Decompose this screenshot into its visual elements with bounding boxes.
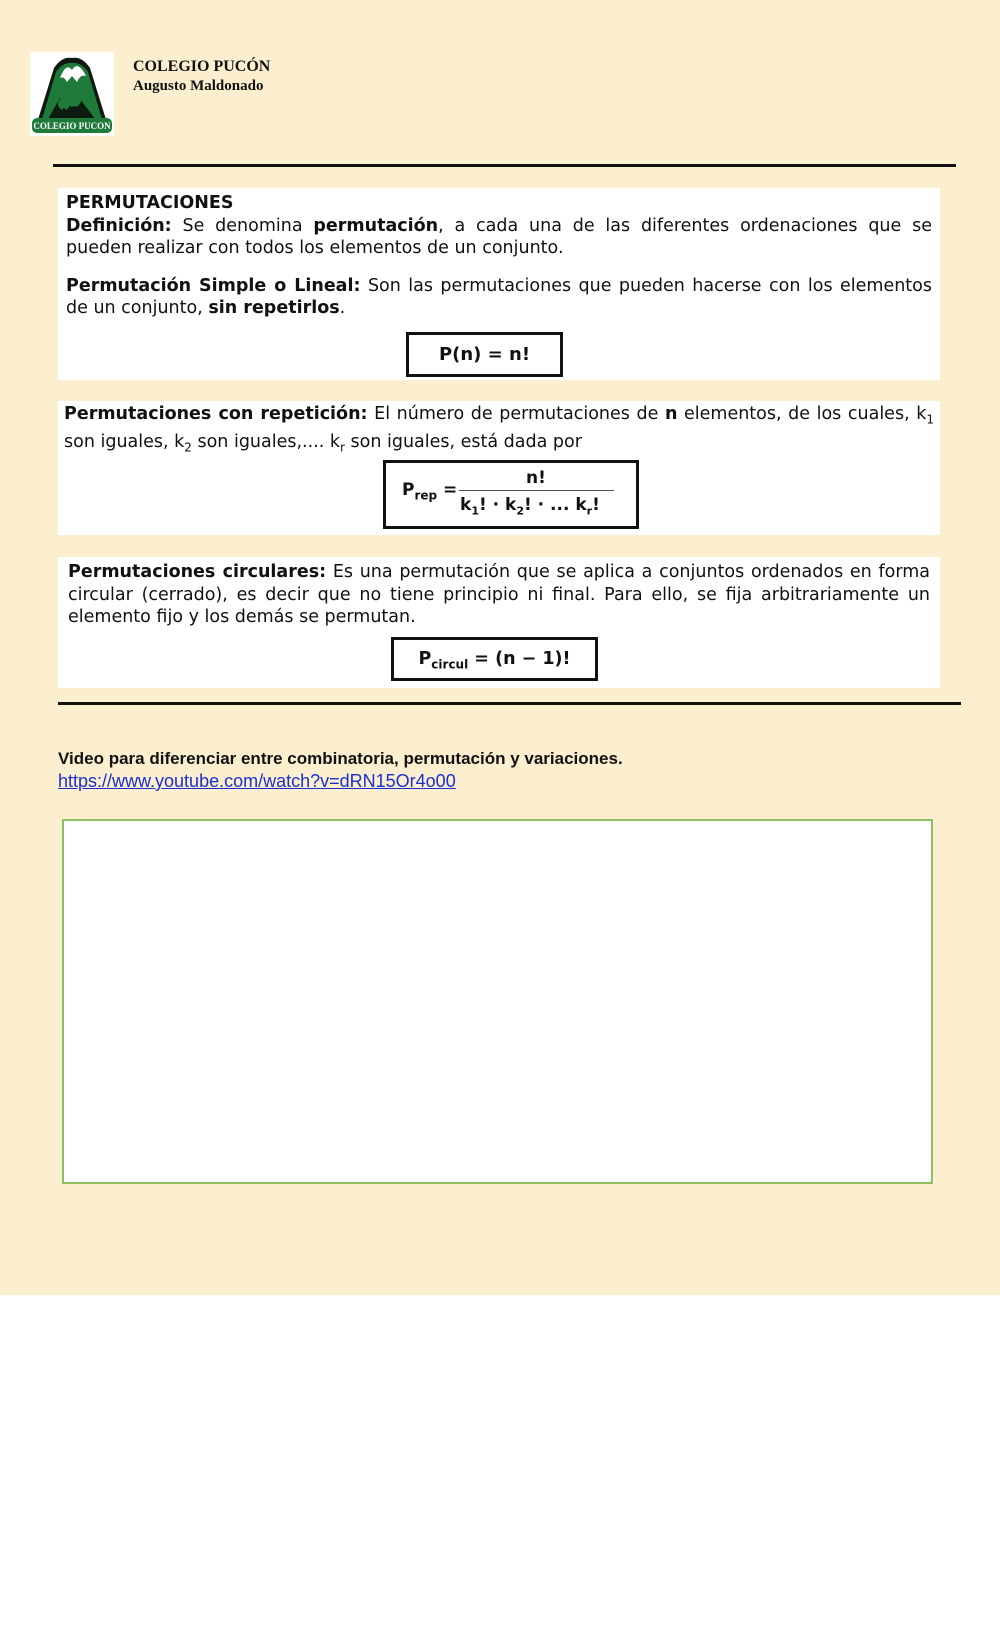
- circulares-text: Es una permutación que se aplica a conjuntos ordenados en forma circular (cerrado), es decir que no tiene principio ni final. Para ello, se fija arbitrariamente un elemento fijo y los demás se permutan.: [68, 562, 930, 627]
- school-header: [133, 57, 270, 95]
- definition-bold: permutación: [313, 215, 439, 236]
- definition-text: Se denomina: [171, 215, 314, 236]
- formula-lhs: [402, 479, 457, 507]
- n-bold: n: [664, 404, 678, 424]
- teacher-name: Augusto Maldonado: [133, 78, 264, 94]
- video-description: Video para diferenciar entre combinatoria, permutación y variaciones.: [58, 749, 623, 768]
- simple-paragraph: [66, 275, 932, 320]
- repeticion-text-5: son iguales, está dada por: [344, 432, 582, 452]
- den-k: k: [460, 495, 472, 515]
- logo-text: COLEGIO PUCON: [33, 121, 111, 131]
- circulares-label: Permutaciones circulares:: [68, 562, 327, 582]
- video-link[interactable]: https://www.youtube.com/watch?v=dRN15Or4o00: [58, 771, 456, 791]
- school-name: COLEGIO PUCÓN: [133, 58, 271, 75]
- formula-circular: [391, 637, 598, 681]
- formula-circ-rest: = (n − 1)!: [468, 649, 571, 669]
- top-divider: [53, 164, 956, 167]
- repeticion-label: Permutaciones con repetición:: [64, 404, 368, 424]
- den-r: r: [586, 504, 593, 518]
- definition-text-2: , a cada una de las diferentes ordenaciones que se pueden realizar con todos los elementos de un conjunto.: [66, 215, 932, 258]
- den-mid-2: ! · ... k: [523, 495, 587, 515]
- den-end: !: [592, 495, 600, 515]
- repeticion-paragraph: [64, 403, 934, 459]
- permutaciones-panel: [58, 188, 940, 380]
- sub-1: 1: [926, 412, 934, 427]
- formula-circ-p: P: [418, 649, 432, 669]
- formula-simple-text: P(n) = n!: [438, 344, 531, 365]
- den-2: 2: [516, 504, 524, 518]
- formula-denominator: [460, 494, 600, 523]
- repeticion-text-3: son iguales, k: [64, 432, 185, 452]
- simple-bold: sin repetirlos: [208, 298, 340, 318]
- repeticion-panel: [58, 401, 940, 535]
- sub-r: r: [340, 440, 345, 455]
- fraction-bar: [459, 490, 614, 491]
- den-1: 1: [471, 504, 479, 518]
- repeticion-text-1: El número de permutaciones de: [367, 404, 665, 424]
- circulares-panel: [58, 557, 940, 688]
- video-embed-area[interactable]: [62, 819, 933, 1184]
- repeticion-text-2: elementos, de los cuales, k: [677, 404, 927, 424]
- school-logo: [30, 52, 114, 136]
- simple-text: Son las permutaciones que pueden hacerse con los elementos de un conjunto,: [66, 275, 932, 318]
- repeticion-text-4: son iguales,.... k: [191, 432, 341, 452]
- formula-numerator: n!: [526, 468, 546, 488]
- simple-label: Permutación Simple o Lineal:: [66, 275, 361, 296]
- formula-circ-sub: circul: [431, 657, 469, 672]
- formula-sub: rep: [414, 488, 438, 503]
- definition-paragraph: [66, 215, 932, 260]
- simple-text-2: .: [339, 298, 346, 318]
- definition-label: Definición:: [66, 215, 172, 236]
- formula-simple: [406, 332, 563, 377]
- formula-eq: =: [443, 480, 458, 500]
- circulares-paragraph: [68, 561, 930, 629]
- formula-p: P: [402, 480, 415, 500]
- section-title: PERMUTACIONES: [66, 193, 234, 213]
- bottom-divider: [58, 702, 961, 705]
- formula-repeticion: [383, 460, 639, 529]
- den-mid-1: ! · k: [478, 495, 517, 515]
- sub-2: 2: [184, 440, 192, 455]
